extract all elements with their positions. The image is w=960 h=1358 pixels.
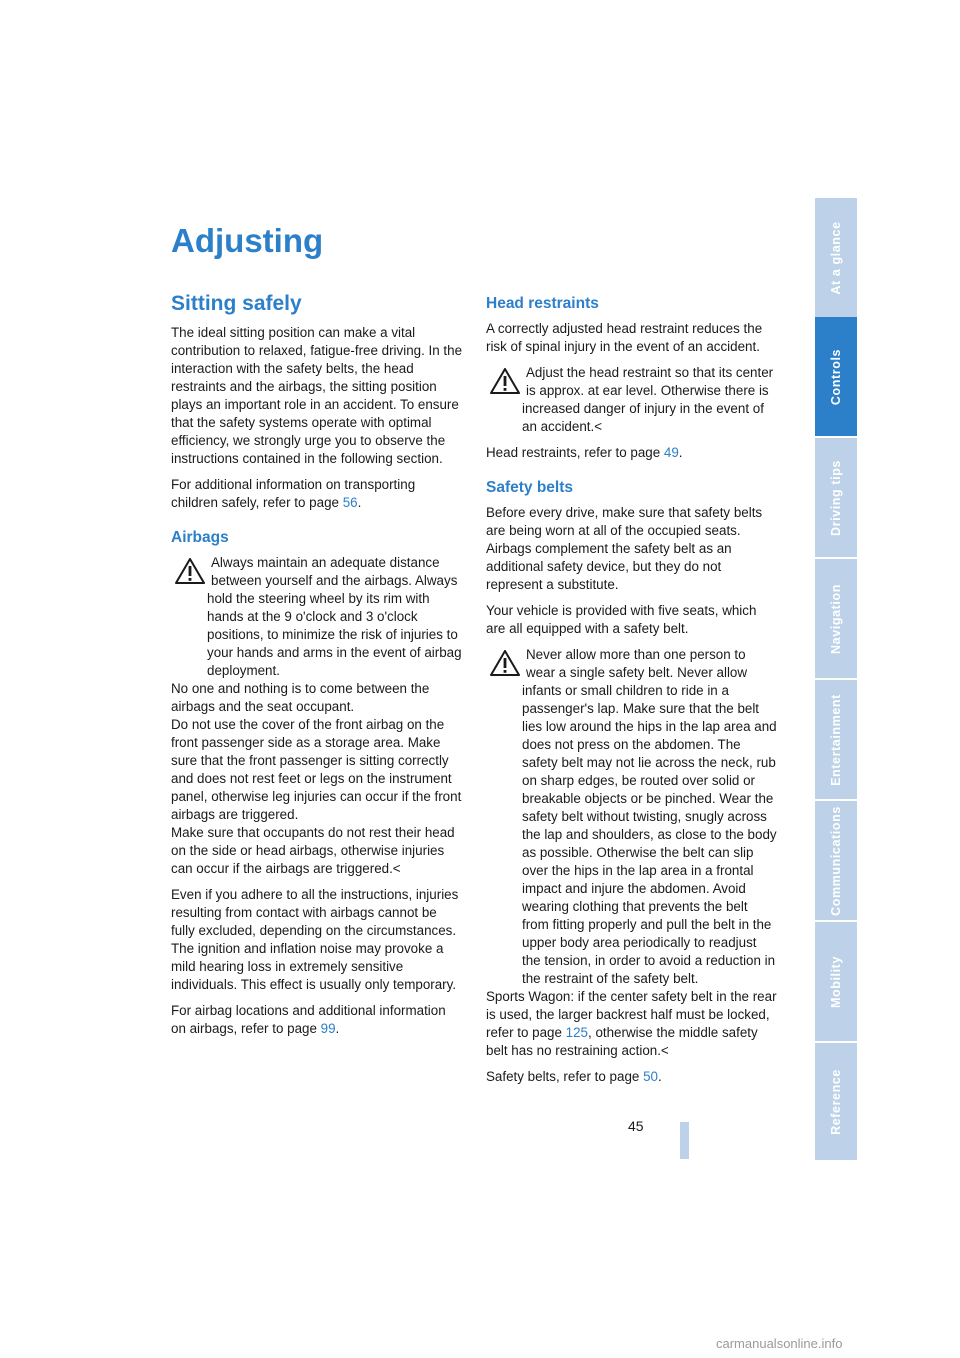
tab-mobility[interactable]: Mobility xyxy=(829,955,843,1008)
safety-belts-heading: Safety belts xyxy=(486,479,574,496)
safety-belts-seats: Your vehicle is provided with five seats, which are all equipped with a safety belt. xyxy=(486,603,757,636)
tab-driving-tips[interactable]: Driving tips xyxy=(829,459,843,536)
warning-icon xyxy=(490,650,520,676)
head-restraints-warning xyxy=(486,364,778,436)
airbags-warning xyxy=(171,554,463,878)
section-title: Sitting safely xyxy=(171,292,302,315)
airbags-reference: For airbag locations and additional information on airbags, refer to page 99. xyxy=(171,1003,446,1036)
page-link-99[interactable]: 99 xyxy=(320,1021,336,1036)
tab-at-a-glance[interactable]: At a glance xyxy=(829,220,843,295)
airbags-warning-text-3: Do not use the cover of the front airbag on the front passenger side as a storage area. Make sure that the front passenger is sitting correctly and does not rest feet or legs on the instrument panel, otherwise leg injuries can occur if the front airbags are triggered. xyxy=(171,717,462,822)
safety-belts-intro: Before every drive, make sure that safety belts are being worn at all of the occupied seats. Airbags complement the safety belt as an additional safety device, but they do not represent a substitute. xyxy=(486,505,763,592)
left-column xyxy=(171,324,463,1046)
head-restraints-reference: Head restraints, refer to page 49. xyxy=(486,445,683,460)
warning-icon xyxy=(175,558,205,584)
airbags-heading: Airbags xyxy=(171,529,229,546)
intro-paragraph: The ideal sitting position can make a vital contribution to relaxed, fatigue-free driving. In the interaction with the safety belts, the head restraints and the airbags, the sitting position plays an important role in an accident. To ensure that the safety systems operate with optimal efficiency, we strongly urge you to observe the instructions contained in the following section. xyxy=(171,325,463,466)
watermark: carmanualsonline.info xyxy=(716,1336,843,1351)
safety-belts-warning xyxy=(486,646,778,1060)
head-restraints-heading: Head restraints xyxy=(486,295,599,312)
airbags-warning-text-2: No one and nothing is to come between the airbags and the seat occupant. xyxy=(171,681,430,714)
children-paragraph: For additional information on transporting children safely, refer to page 56. xyxy=(171,477,416,510)
page-link-50[interactable]: 50 xyxy=(643,1069,658,1084)
tab-navigation[interactable]: Navigation xyxy=(829,583,843,654)
tab-reference[interactable]: Reference xyxy=(829,1068,843,1135)
page-title: Adjusting xyxy=(171,222,324,259)
tab-controls[interactable]: Controls xyxy=(815,317,857,436)
safety-belts-warning-text: Never allow more than one person to wear a single safety belt. Never allow infants or small children to ride in a passenger's lap. Make sure that the belt lies low around the hips in the lap area and does not press on the abdomen. The safety belt may not lie across the neck, rub on sharp edges, be routed over solid or breakable objects or be pinched. Wear the safety belt without twisting, snugly across the lap and shoulders, as close to the body as possible. Otherwise the belt can slip over the hips in the lap area in a frontal impact and injure the abdomen. Avoid wearing clothing that prevents the belt from fitting properly and pull the belt in the upper body area periodically to readjust the tension, in order to avoid a reduction in the restraint of the safety belt. xyxy=(522,647,777,986)
warning-icon xyxy=(490,368,520,394)
page-link-56[interactable]: 56 xyxy=(342,495,358,510)
page-link-125[interactable]: 125 xyxy=(565,1025,588,1040)
chapter-tabs xyxy=(815,198,857,1160)
page-number: 45 xyxy=(628,1118,644,1134)
head-restraints-warning-text: Adjust the head restraint so that its center is approx. at ear level. Otherwise there is increased danger of injury in the event of an accident.< xyxy=(522,365,774,434)
head-restraints-intro: A correctly adjusted head restraint reduces the risk of spinal injury in the event of an accident. xyxy=(486,321,763,354)
right-column xyxy=(486,294,778,1094)
page-number-bar xyxy=(680,1122,689,1159)
sports-wagon-note: Sports Wagon: if the center safety belt in the rear is used, the larger backrest half must be locked, refer to page 125, otherwise the middle safety belt has no restraining action.< xyxy=(486,989,777,1058)
airbags-warning-text-4: Make sure that occupants do not rest their head on the side or head airbags, otherwise injuries can occur if the airbags are triggered.< xyxy=(171,825,455,876)
tab-communications[interactable]: Communications xyxy=(829,805,843,916)
safety-belts-reference: Safety belts, refer to page 50. xyxy=(486,1069,662,1084)
airbags-note: Even if you adhere to all the instructions, injuries resulting from contact with airbags cannot be fully excluded, depending on the circumstances. The ignition and inflation noise may provoke a mild hearing loss in extremely sensitive individuals. This effect is usually only temporary. xyxy=(171,887,459,992)
airbags-warning-text: Always maintain an adequate distance between yourself and the airbags. Always hold the steering wheel by its rim with hands at the 9 o'clock and 3 o'clock positions, to minimize the risk of injuries to your hands and arms in the event of airbag deployment. xyxy=(207,555,462,678)
tab-entertainment[interactable]: Entertainment xyxy=(829,693,843,786)
page-link-49[interactable]: 49 xyxy=(663,445,679,460)
